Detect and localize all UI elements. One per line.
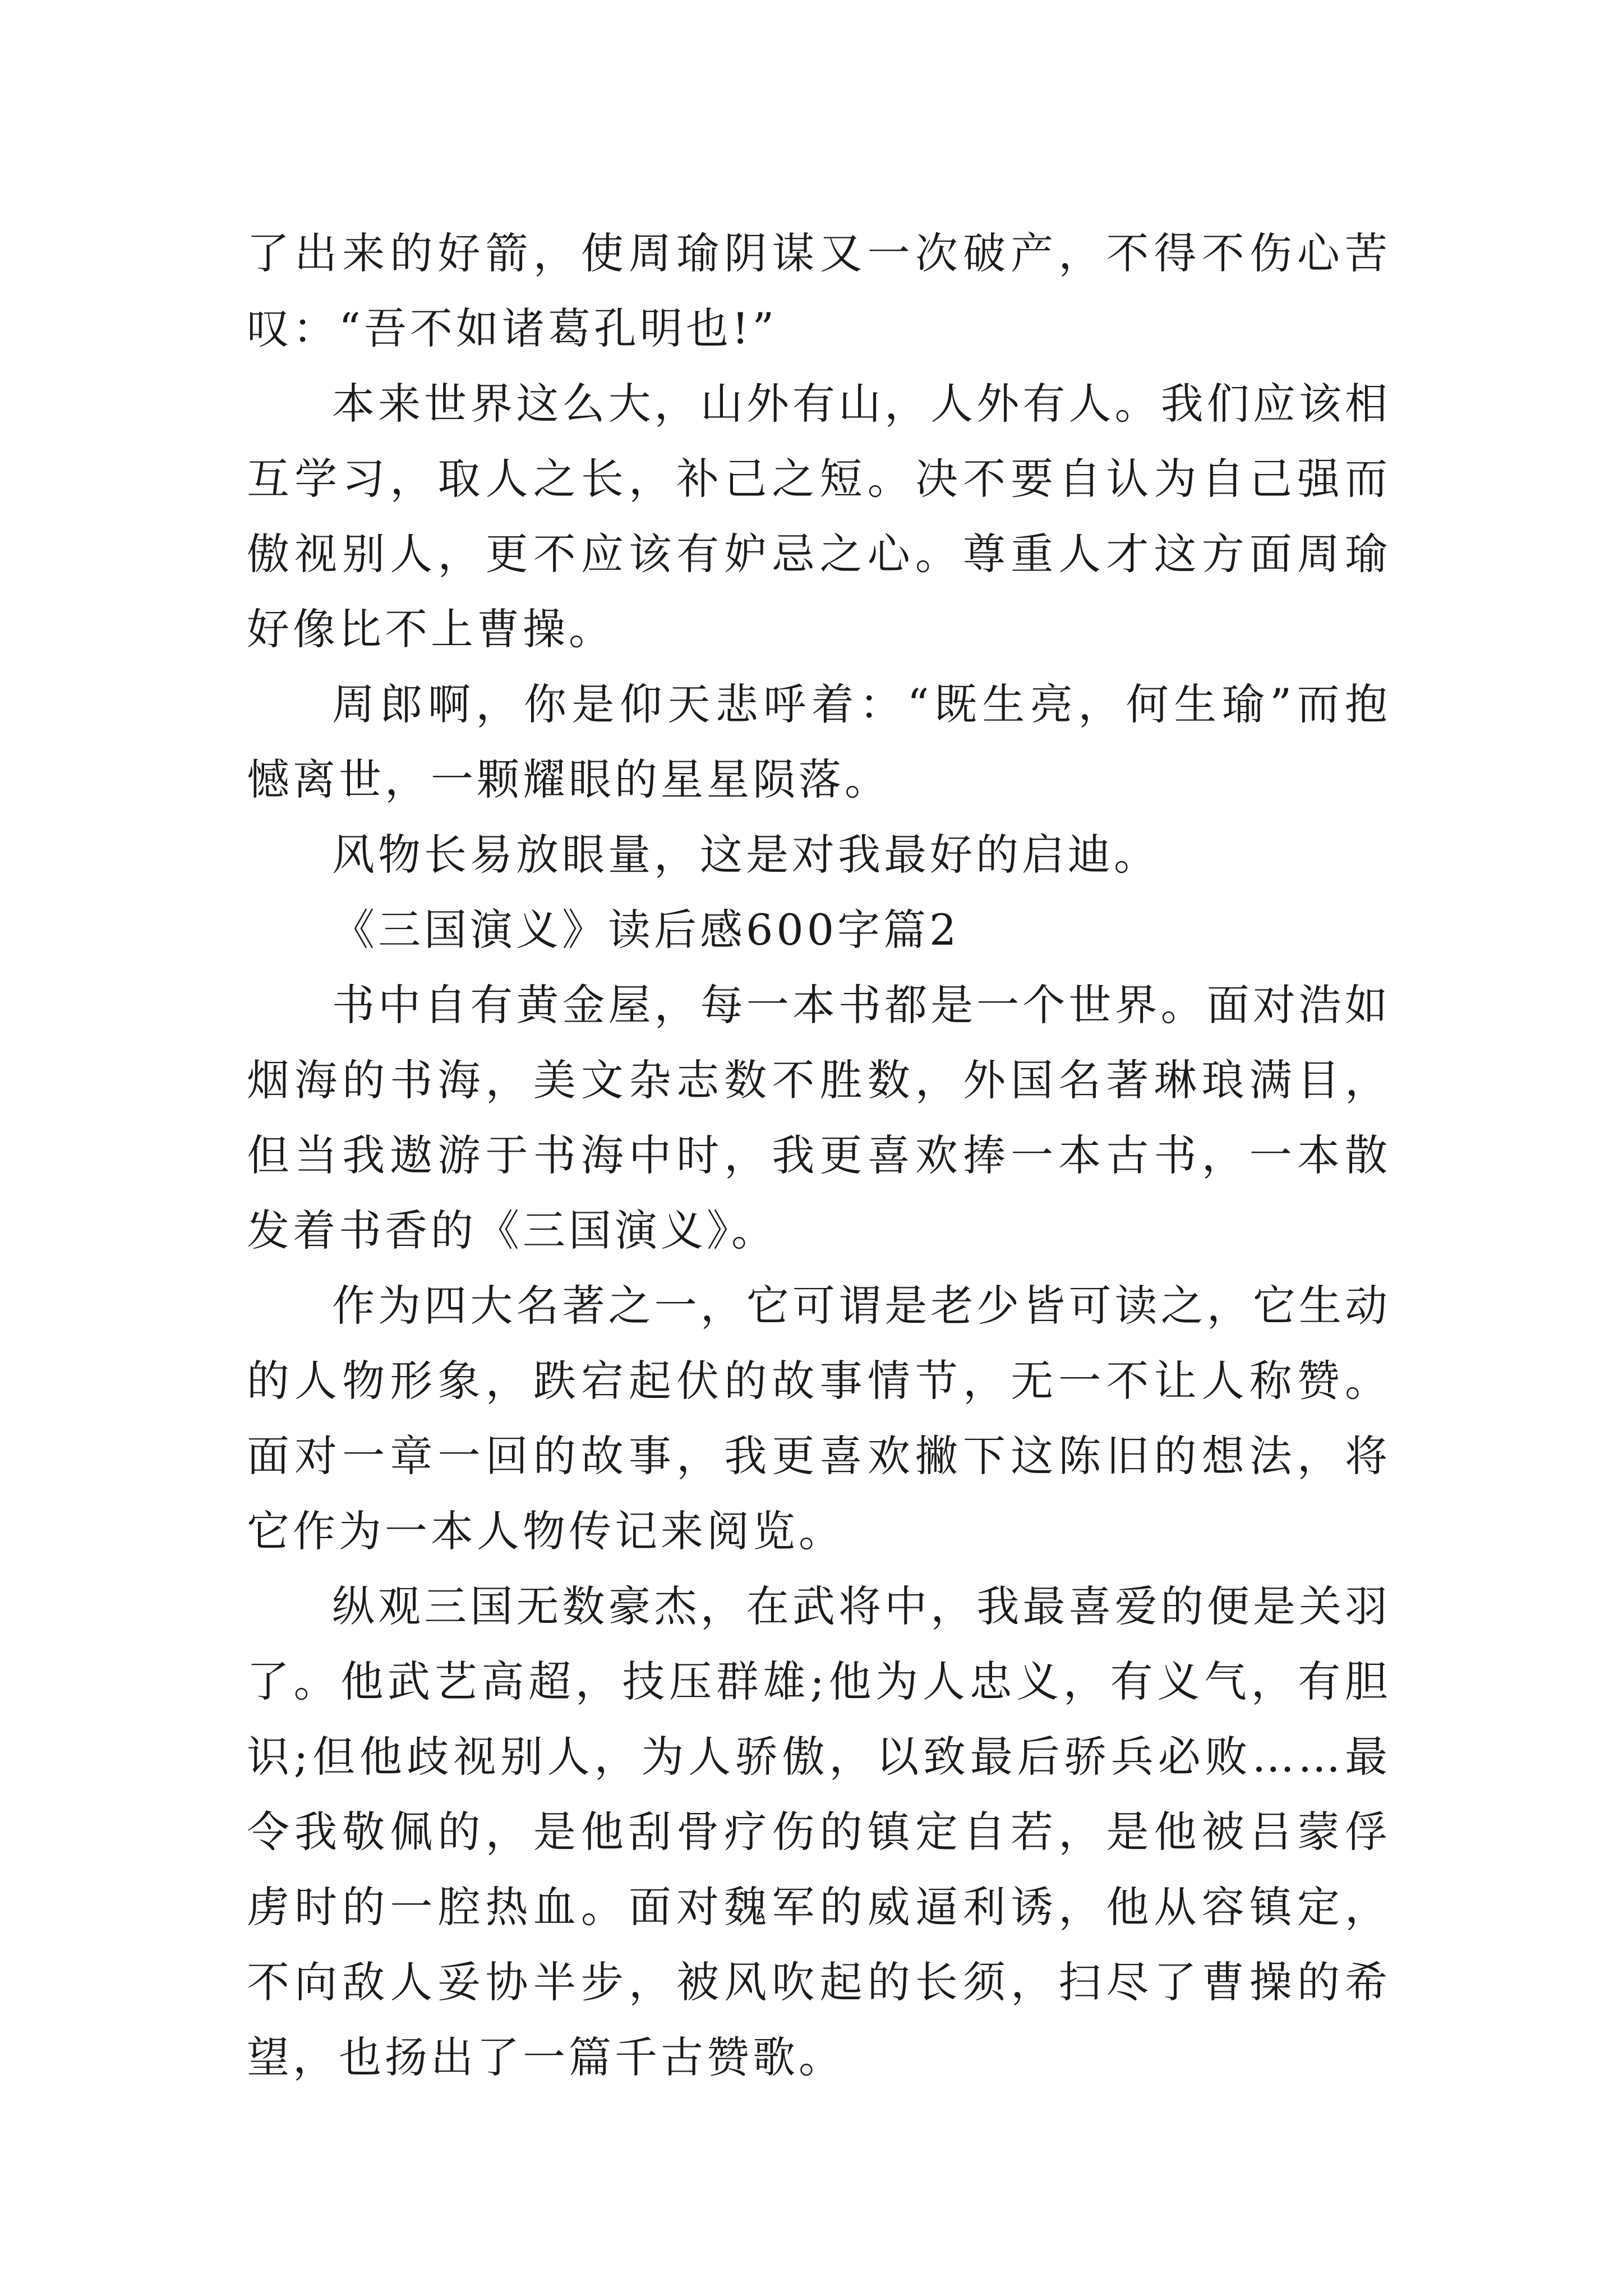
- paragraph-1: 了出来的好箭，使周瑜阴谋又一次破产，不得不伤心苦叹：“吾不如诸葛孔明也!”: [247, 228, 1391, 353]
- document-body: [247, 216, 1391, 2095]
- paragraph-3: 周郎啊，你是仰天悲呼着：“既生亮，何生瑜”而抱憾离世，一颗耀眼的星星陨落。: [247, 679, 1391, 804]
- paragraph-5: 书中自有黄金屋，每一本书都是一个世界。面对浩如烟海的书海，美文杂志数不胜数，外国名著琳琅满目，但当我遨游于书海中时，我更喜欢捧一本古书，一本散发着书香的《三国演义》。: [247, 980, 1391, 1255]
- paragraph-2: 本来世界这么大，山外有山，人外有人。我们应该相互学习，取人之长，补己之短。决不要自认为自己强而傲视别人，更不应该有妒忌之心。尊重人才这方面周瑜好像比不上曹操。: [247, 379, 1391, 654]
- section-heading: 《三国演义》读后感600字篇2: [332, 905, 960, 955]
- paragraph-6: 作为四大名著之一，它可谓是老少皆可读之，它生动的人物形象，跌宕起伏的故事情节，无一不让人称赞。面对一章一回的故事，我更喜欢撇下这陈旧的想法，将它作为一本人物传记来阅览。: [247, 1281, 1391, 1556]
- paragraph-4: 风物长易放眼量，这是对我最好的启迪。: [332, 830, 1160, 880]
- paragraph-7: 纵观三国无数豪杰，在武将中，我最喜爱的便是关羽了。他武艺高超，技压群雄;他为人忠义，有义气，有胆识;但他歧视别人，为人骄傲，以致最后骄兵必败……最令我敬佩的，是他刮骨疗伤的镇定自若，是他被吕蒙俘虏时的一腔热血。面对魏军的威逼利诱，他从容镇定，不向敌人妥协半步，被风吹起的长须，扫尽了曹操的希望，也扬出了一篇千古赞歌。: [247, 1581, 1391, 2082]
